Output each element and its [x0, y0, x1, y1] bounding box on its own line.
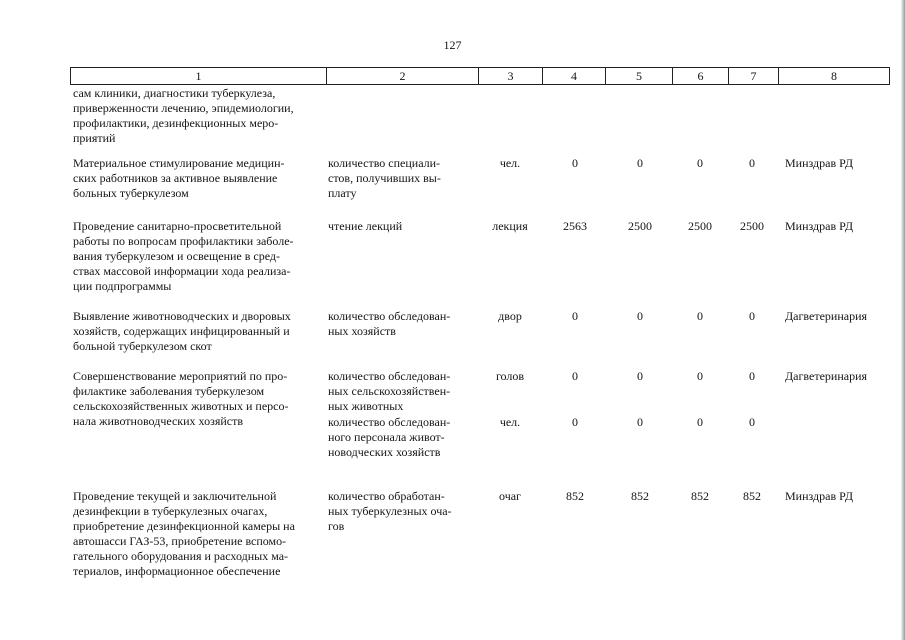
text-line: ных животных: [328, 399, 404, 413]
row-unit: чел.: [499, 156, 521, 170]
text-line: ствах массовой информации хода реализа-: [73, 264, 291, 278]
row-executor: Дагветеринария: [785, 369, 868, 383]
row-value-col4: 0: [572, 156, 578, 170]
table-header: [70, 67, 890, 85]
row-indicator: [328, 156, 478, 201]
row-executor: Дагветеринария: [785, 309, 868, 323]
text-line: ных сельскохозяйствен-: [328, 384, 451, 398]
row-unit: очаг: [499, 489, 521, 503]
row-description: [73, 219, 323, 294]
header-col-3: 3: [479, 68, 543, 84]
text-line: количество специали-: [328, 156, 441, 170]
text-line: чтение лекций: [328, 219, 403, 233]
page-number: 127: [443, 38, 462, 52]
row-value-col6: 2500: [688, 219, 712, 233]
text-line: хозяйств, содержащих инфицированный и: [73, 324, 290, 338]
text-line: приобретение дезинфекционной камеры на: [73, 519, 295, 533]
row-value-col7: 852: [743, 489, 761, 503]
text-line: Проведение текущей и заключительной: [73, 489, 277, 503]
row-value-col5: 0: [637, 309, 643, 323]
text-line: ских работников за активное выявление: [73, 171, 278, 185]
row-value-col4: 852: [566, 489, 584, 503]
row-unit: голов: [495, 369, 525, 383]
text-line: Материальное стимулирование медицин-: [73, 156, 285, 170]
row-value-col4: 0: [572, 309, 578, 323]
text-line: работы по вопросам профилактики заболе-: [73, 234, 294, 248]
row-executor: Минздрав РД: [785, 219, 854, 233]
row-value-col5: 2500: [628, 219, 652, 233]
text-line: сам клиники, диагностики туберкулеза,: [73, 86, 276, 100]
row-indicator: [328, 219, 478, 234]
row-description: [73, 489, 323, 579]
row-value-col4: 2563: [563, 219, 587, 233]
row-unit: двор: [498, 309, 522, 323]
text-line: Выявление животноводческих и дворовых: [73, 309, 291, 323]
text-line: количество обработан-: [328, 489, 445, 503]
row-description: [73, 369, 323, 429]
text-line: количество обследован-: [328, 309, 451, 323]
text-line: Проведение санитарно-просветительной: [73, 219, 282, 233]
row-value-col6: 0: [697, 415, 703, 429]
row-description: [73, 86, 323, 146]
row-indicator: [328, 415, 478, 460]
text-line: гов: [328, 519, 345, 533]
row-value-col7: 0: [749, 369, 755, 383]
text-line: сельскохозяйственных животных и персо-: [73, 399, 289, 413]
text-line: профилактики, дезинфекционных меро-: [73, 116, 279, 130]
text-line: больной туберкулезом скот: [73, 339, 212, 353]
text-line: новодческих хозяйств: [328, 445, 441, 459]
text-line: автошасси ГАЗ-53, приобретение вспомо-: [73, 534, 287, 548]
text-line: больных туберкулезом: [73, 186, 189, 200]
row-value-col6: 852: [691, 489, 709, 503]
row-value-col5: 0: [637, 415, 643, 429]
text-line: ных хозяйств: [328, 324, 396, 338]
header-col-8: 8: [779, 68, 890, 84]
row-value-col5: 0: [637, 156, 643, 170]
header-col-1: 1: [71, 68, 327, 84]
row-description: [73, 156, 323, 201]
row-indicator: [328, 309, 478, 339]
header-col-2: 2: [327, 68, 479, 84]
header-col-5: 5: [606, 68, 673, 84]
text-line: приверженности лечению, эпидемиологии,: [73, 101, 294, 115]
text-line: ции подпрограммы: [73, 279, 172, 293]
row-unit: лекция: [492, 219, 528, 233]
row-description: [73, 309, 323, 354]
scan-edge: [901, 0, 905, 640]
row-executor: Минздрав РД: [785, 489, 854, 503]
text-line: нала животноводческих хозяйств: [73, 414, 244, 428]
row-executor: Минздрав РД: [785, 156, 854, 170]
text-line: Совершенствование мероприятий по про-: [73, 369, 288, 383]
header-col-4: 4: [543, 68, 606, 84]
row-value-col4: 0: [572, 415, 578, 429]
row-value-col6: 0: [697, 369, 703, 383]
text-line: плату: [328, 186, 357, 200]
row-indicator: [328, 489, 478, 534]
text-line: вания туберкулезом и освещение в сред-: [73, 249, 280, 263]
text-line: приятий: [73, 131, 116, 145]
row-value-col5: 0: [637, 369, 643, 383]
row-value-col5: 852: [631, 489, 649, 503]
text-line: ных туберкулезных оча-: [328, 504, 452, 518]
text-line: количество обследован-: [328, 369, 451, 383]
text-line: количество обследован-: [328, 415, 451, 429]
row-value-col6: 0: [697, 156, 703, 170]
text-line: териалов, информационное обеспечение: [73, 564, 281, 578]
text-line: филактике заболевания туберкулезом: [73, 384, 265, 398]
row-unit: чел.: [499, 415, 521, 429]
row-value-col4: 0: [572, 369, 578, 383]
row-value-col7: 0: [749, 156, 755, 170]
text-line: ного персонала живот-: [328, 430, 445, 444]
text-line: стов, получивших вы-: [328, 171, 441, 185]
row-value-col7: 2500: [740, 219, 764, 233]
row-value-col7: 0: [749, 309, 755, 323]
row-value-col7: 0: [749, 415, 755, 429]
header-col-7: 7: [729, 68, 779, 84]
header-col-6: 6: [673, 68, 729, 84]
row-indicator: [328, 369, 478, 414]
row-value-col6: 0: [697, 309, 703, 323]
text-line: дезинфекции в туберкулезных очагах,: [73, 504, 268, 518]
text-line: гательного оборудования и расходных ма-: [73, 549, 289, 563]
